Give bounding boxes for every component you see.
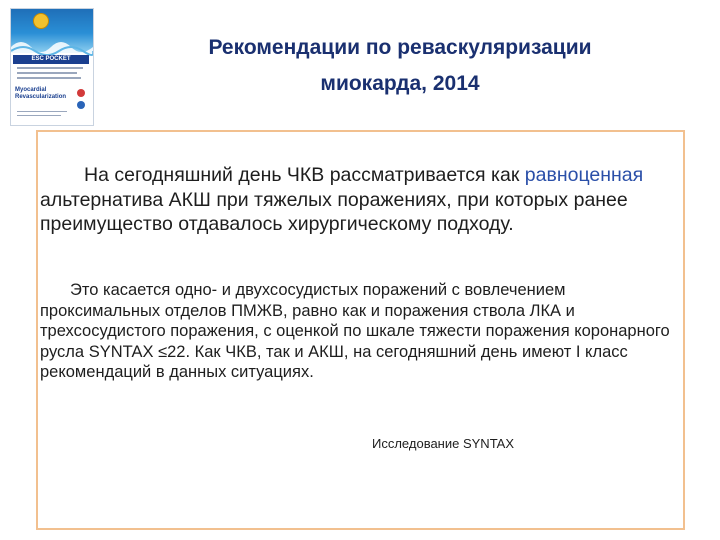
cover-logo-icon xyxy=(77,101,85,109)
main-paragraph-start: На сегодняшний день ЧКВ рассматривается как xyxy=(84,164,525,186)
slide-title-line-2: миокарда, 2014 xyxy=(320,72,480,95)
cover-title: Myocardial Revascularization xyxy=(15,87,67,100)
cover-text-line xyxy=(17,72,77,74)
cover-text-line xyxy=(17,111,67,112)
cover-text-line xyxy=(17,115,61,116)
cover-logo-icon xyxy=(77,89,85,97)
detail-paragraph xyxy=(40,280,680,383)
main-paragraph-highlight: равноценная xyxy=(524,164,644,186)
source-citation: Исследование SYNTAX xyxy=(372,436,515,451)
detail-paragraph-text: Это касается одно- и двухсосудистых поражений с вовлечением проксимальных отделов ПМЖВ, равно как и поражения ствола ЛКА и трехсосудистого поражения, с оценкой по шкале тяжести поражения коронарного русла SYNTAX ≤22. Как ЧКВ, так и АКШ, на сегодняшний день имеют I класс рекомендаций в данных ситуациях. xyxy=(40,281,670,381)
slide-title-line-1: Рекомендации по реваскуляризации xyxy=(208,36,592,59)
cover-text-line xyxy=(17,77,81,79)
cover-pocket-label: ESC POCKET xyxy=(13,55,89,64)
cover-badge-icon xyxy=(33,13,49,29)
main-paragraph xyxy=(40,163,660,237)
slide-title xyxy=(110,30,690,102)
cover-text-line xyxy=(17,67,83,69)
main-paragraph-end: альтернатива АКШ при тяжелых поражениях, при которых ранее преимущество отдавалось хирургическому подходу. xyxy=(40,188,628,235)
esc-guideline-cover-image xyxy=(10,8,94,126)
